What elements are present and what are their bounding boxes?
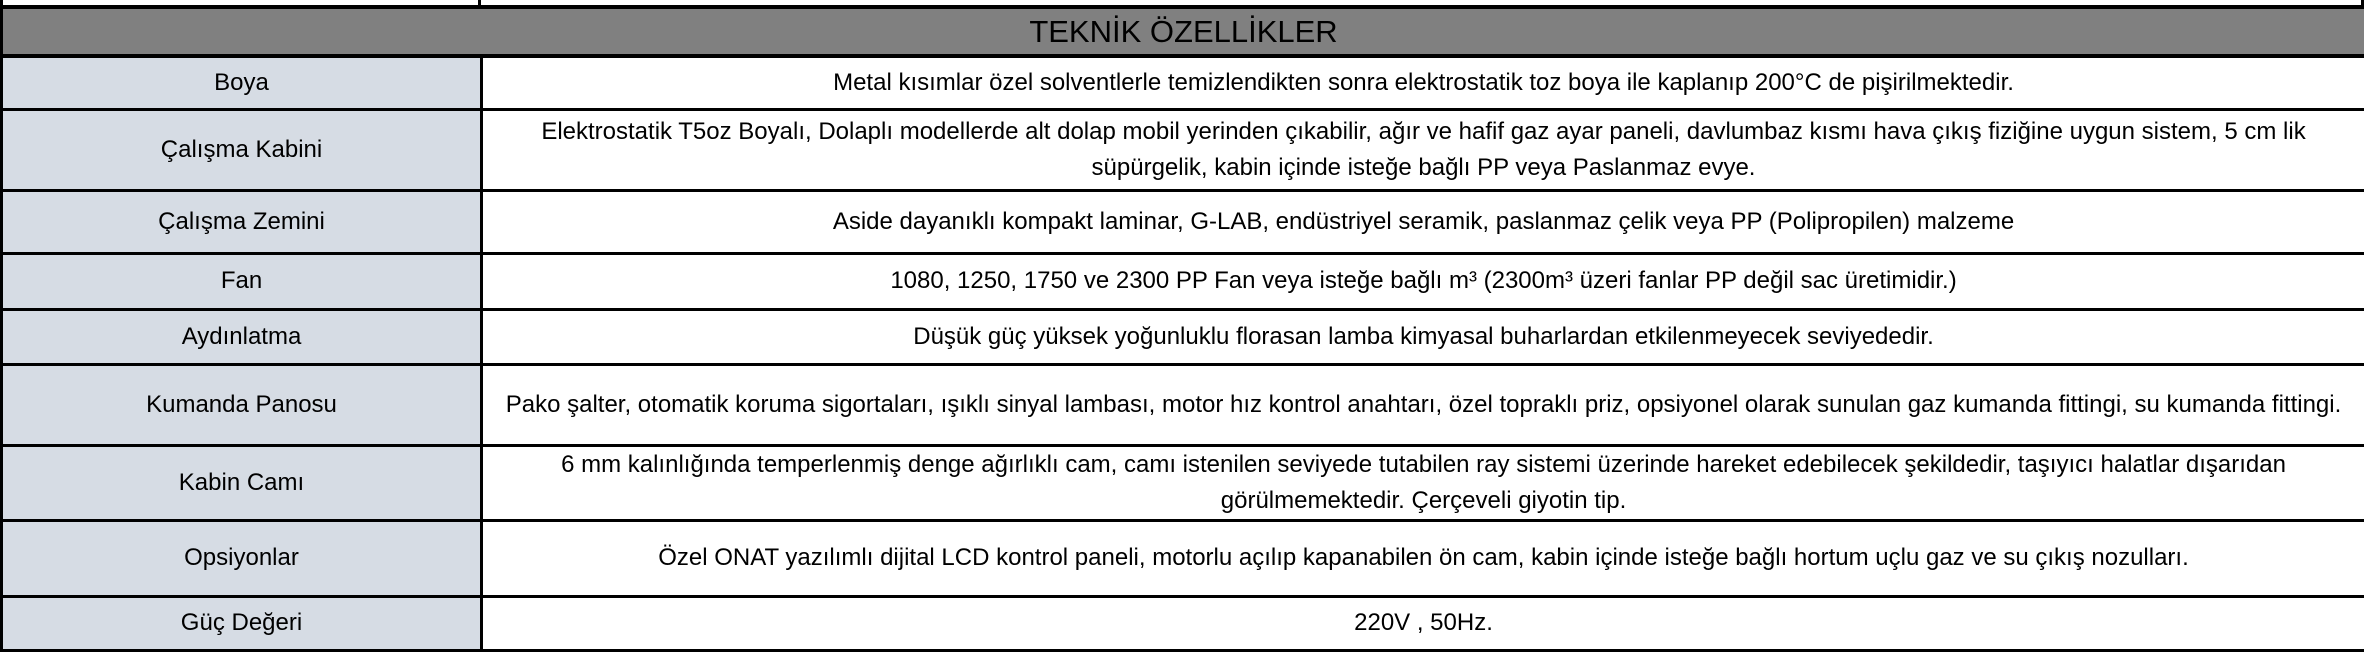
row-label: Kabin Camı [2, 445, 482, 520]
table-row [2, 520, 2364, 596]
table-row [2, 364, 2364, 445]
row-value: Metal kısımlar özel solventlerle temizlendikten sonra elektrostatik toz boya ile kaplanıp 200°C de pişirilmektedir. [482, 56, 2364, 109]
table-row [2, 56, 2364, 109]
row-value: Aside dayanıklı kompakt laminar, G-LAB, endüstriyel seramik, paslanmaz çelik veya PP (Polipropilen) malzeme [482, 190, 2364, 253]
technical-specs-table [0, 5, 2364, 652]
row-label: Çalışma Kabini [2, 109, 482, 190]
row-label: Güç Değeri [2, 596, 482, 650]
row-value: Pako şalter, otomatik koruma sigortaları, ışıklı sinyal lambası, motor hız kontrol anahtarı, özel topraklı priz, opsiyonel olarak sunulan gaz kumanda fittingi, su kumanda fittingi. [482, 364, 2364, 445]
table-row [2, 190, 2364, 253]
row-value: 220V , 50Hz. [482, 596, 2364, 650]
table-row [2, 445, 2364, 520]
row-value: 1080, 1250, 1750 ve 2300 PP Fan veya isteğe bağlı m³ (2300m³ üzeri fanlar PP değil sac üretimidir.) [482, 253, 2364, 309]
table-row [2, 309, 2364, 364]
row-value: Düşük güç yüksek yoğunluklu florasan lamba kimyasal buharlardan etkilenmeyecek seviyededir. [482, 309, 2364, 364]
row-value: Elektrostatik T5oz Boyalı, Dolaplı modellerde alt dolap mobil yerinden çıkabilir, ağır ve hafif gaz ayar paneli, davlumbaz kısmı hava çıkış fiziğine uygun sistem, 5 cm lik süpürgelik, kabin içinde isteğe bağlı PP veya Paslanmaz evye. [482, 109, 2364, 190]
row-label: Boya [2, 56, 482, 109]
table-title: TEKNİK ÖZELLİKLER [2, 7, 2364, 56]
row-label: Opsiyonlar [2, 520, 482, 596]
table-header-row [2, 7, 2364, 56]
row-label: Fan [2, 253, 482, 309]
table-row [2, 109, 2364, 190]
table-row [2, 253, 2364, 309]
row-label: Kumanda Panosu [2, 364, 482, 445]
table-row [2, 596, 2364, 650]
row-value: Özel ONAT yazılımlı dijital LCD kontrol paneli, motorlu açılıp kapanabilen ön cam, kabin içinde isteğe bağlı hortum uçlu gaz ve su çıkış nozulları. [482, 520, 2364, 596]
row-value: 6 mm kalınlığında temperlenmiş denge ağırlıklı cam, camı istenilen seviyede tutabilen ray sistemi üzerinde hareket edebilecek şekildedir, taşıyıcı halatlar dışarıdan görülmemektedir. Çerçeveli giyotin tip. [482, 445, 2364, 520]
row-label: Aydınlatma [2, 309, 482, 364]
row-label: Çalışma Zemini [2, 190, 482, 253]
